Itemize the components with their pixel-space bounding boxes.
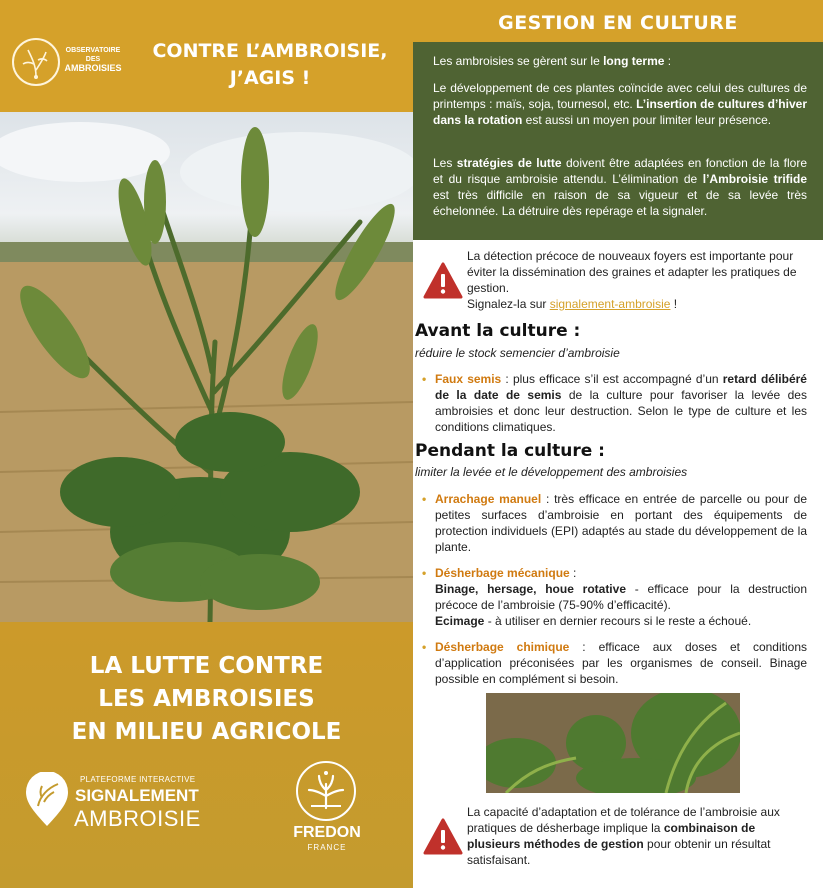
pendant-subtitle: limiter la levée et le développement des ambroisies — [415, 465, 688, 479]
signalement-pin-icon — [22, 772, 72, 828]
content-panel — [413, 0, 823, 888]
crop-row-photo — [486, 693, 740, 793]
signalement-text-3: AMBROISIE — [74, 806, 201, 831]
logo-line-2: DES — [85, 56, 101, 63]
warning-icon — [423, 818, 463, 856]
desherbage-mecanique-item: • Désherbage mécanique : Binage, hersage, houe rotative - efficace pour la destruction précoce de l’ambroisie (75-90% d’efficacité). Ecimage - à utiliser en dernier recours si le reste a échoué. — [422, 566, 807, 628]
observatoire-logo-icon — [12, 38, 60, 86]
fredon-logo-icon — [295, 760, 357, 822]
intro-paragraph-1: Les ambroisies se gèrent sur le long terme : — [433, 54, 672, 68]
slogan — [130, 38, 410, 92]
combination-warning: La capacité d’adaptation et de tolérance de l’ambroisie aux pratiques de désherbage implique la combinaison de plusieurs méthodes de gestion pour obtenir un résultat satisfaisant. — [467, 805, 780, 867]
desherbage-chimique-item: • Désherbage chimique : efficace aux doses et conditions d’application préconisées par les organismes de conseil. Binage possible en complément si besoin. — [422, 640, 807, 686]
signalement-text-2: SIGNALEMENT — [75, 786, 199, 805]
ambroisie-plant-photo — [0, 112, 413, 622]
intro-paragraph-2: Le développement de ces plantes coïncide avec celui des cultures de printemps : maïs, soja, tournesol, etc. L’insertion de cultures d’hiver dans la rotation est aussi un moyen pour limiter leur présence. — [433, 81, 807, 127]
faux-semis-item: • Faux semis : plus efficace s’il est accompagné d’un retard délibéré de la date de semis de la culture pour favoriser la levée des ambroisies et donc leur destruction. Selon le type de culture et les conditions climatiques. — [422, 372, 807, 434]
pendant-title: Pendant la culture : — [415, 441, 605, 461]
slogan-line-1: CONTRE L’AMBROISIE, — [152, 40, 388, 62]
logo-line-1: OBSERVATOIRE — [65, 47, 121, 54]
title-line-1: LA LUTTE CONTRE — [89, 653, 324, 679]
observatoire-logo-text — [58, 46, 128, 73]
title-line-3: EN MILIEU AGRICOLE — [71, 719, 342, 745]
fredon-name: FREDON — [293, 824, 361, 841]
brochure-title — [10, 650, 403, 749]
title-line-2: LES AMBROISIES — [98, 686, 315, 712]
avant-title: Avant la culture : — [415, 321, 581, 341]
avant-subtitle: réduire le stock semencier d’ambroisie — [415, 346, 620, 360]
detection-warning: La détection précoce de nouveaux foyers est importante pour éviter la dissémination des graines et adapter les pratiques de gestion. Signalez-la sur signalement-ambroisie ! — [467, 249, 797, 311]
intro-paragraph-3: Les stratégies de lutte doivent être adaptées en fonction de la flore et du risque ambroisie attendu. L’élimination de l’Ambroisie trifide est très difficile en raison de sa vigueur et de sa levée très échelonnée. La détruire dès repérage et la signaler. — [433, 156, 807, 218]
fredon-subtitle: FRANCE — [307, 843, 347, 852]
logo-line-3: AMBROISIES — [64, 63, 122, 73]
section-header: GESTION EN CULTURE — [498, 12, 738, 34]
slogan-line-2: J’AGIS ! — [229, 67, 311, 89]
signalement-link[interactable]: signalement-ambroisie — [549, 297, 671, 311]
intro-box — [413, 42, 823, 240]
warning-icon — [423, 262, 463, 300]
arrachage-item: • Arrachage manuel : très efficace en entrée de parcelle ou pour de petites surfaces d’ambroisie en portant des équipements de protection individuels (EPI) adaptés au stade du développement de la plante. — [422, 492, 807, 554]
signalement-text-1: PLATEFORME INTERACTIVE — [80, 775, 196, 784]
